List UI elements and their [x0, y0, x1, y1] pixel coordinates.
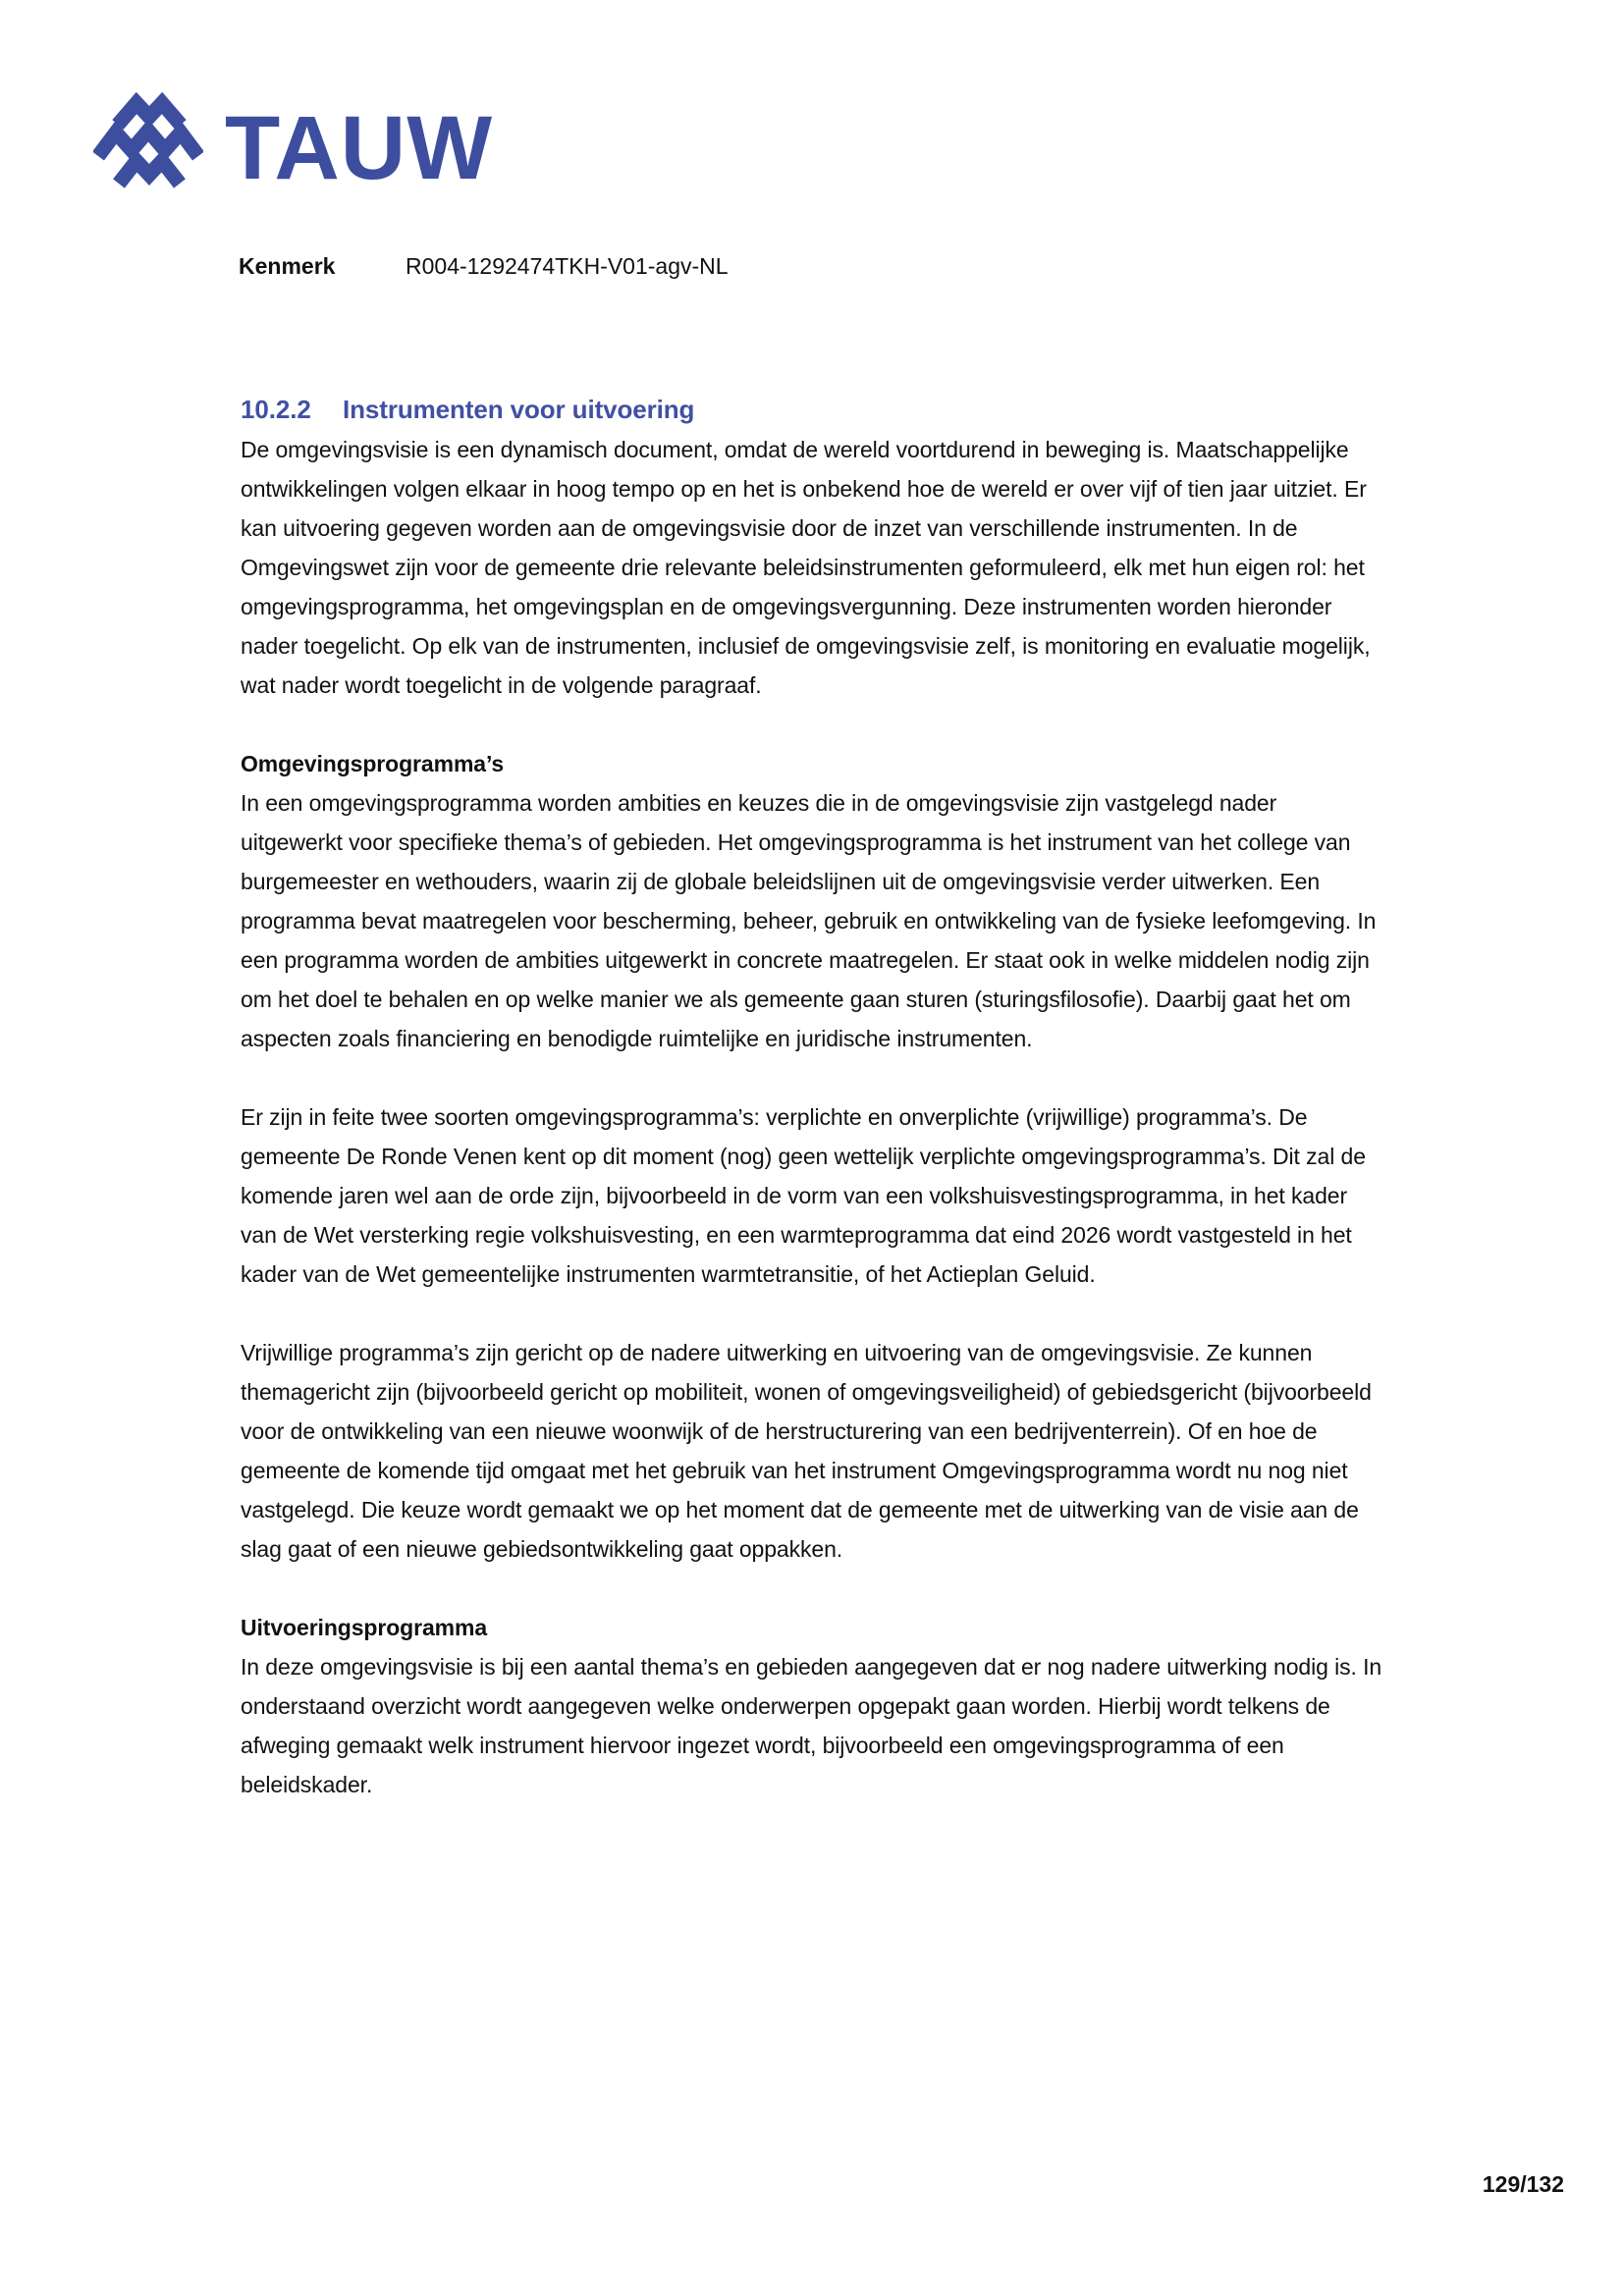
tauw-wordmark: TAUW [225, 98, 494, 198]
document-reference-row [239, 251, 729, 281]
document-body [241, 389, 1384, 1843]
page-number: 129/132 [1482, 2171, 1564, 2197]
kenmerk-value: R004-1292474TKH-V01-agv-NL [406, 253, 729, 279]
paragraph-omgevingsprogramma-1: In een omgevingsprogramma worden ambities en keuzes die in de omgevingsvisie zijn vastgelegd nader uitgewerkt voor specifieke thema’s of gebieden. Het omgevingsprogramma is het instrument van het college van burgemeester en wethouders, waarin zij de globale beleidslijnen uit de omgevingsvisie verder uitwerken. Een programma bevat maatregelen voor bescherming, beheer, gebruik en ontwikkeling van de fysieke leefomgeving. In een programma worden de ambities uitgewerkt in concrete maatregelen. Er staat ook in welke middelen nodig zijn om het doel te behalen en op welke manier we als gemeente gaan sturen (sturingsfilosofie). Daarbij gaat het om aspecten zoals financiering en benodigde ruimtelijke en juridische instrumenten. [241, 790, 1377, 1051]
paragraph-omgevingsprogramma-2: Er zijn in feite twee soorten omgevingsprogramma’s: verplichte en onverplichte (vrijwillige) programma’s. De gemeente De Ronde Venen kent op dit moment (nog) geen wettelijk verplichte omgevingsprogramma’s. Dit zal de komende jaren wel aan de orde zijn, bijvoorbeeld in de vorm van een volkshuisvestingsprogramma, in het kader van de Wet versterking regie volkshuisvesting, en een warmteprogramma dat eind 2026 wordt vastgesteld in het kader van de Wet gemeentelijke instrumenten warmtetransitie, of het Actieplan Geluid. [241, 1104, 1366, 1287]
paragraph-omgevingsprogramma-3: Vrijwillige programma’s zijn gericht op de nadere uitwerking en uitvoering van de omgevingsvisie. Ze kunnen themagericht zijn (bijvoorbeeld gericht op mobiliteit, wonen of omgevingsveiligheid) of gebiedsgericht (bijvoorbeeld voor de ontwikkeling van een nieuwe woonwijk of de herstructurering van een bedrijventerrein). Of en hoe de gemeente de komende tijd omgaat met het gebruik van het instrument Omgevingsprogramma wordt nu nog niet vastgelegd. Die keuze wordt gemaakt we op het moment dat de gemeente met de uitwerking van de visie aan de slag gaat of een nieuwe gebiedsontwikkeling gaat oppakken. [241, 1340, 1372, 1562]
section-number: 10.2.2 [241, 395, 311, 424]
subheading-uitvoeringsprogramma: Uitvoeringsprogramma [241, 1615, 488, 1640]
section-heading [241, 389, 1384, 430]
section-title: Instrumenten voor uitvoering [343, 395, 695, 424]
tauw-waves-icon [93, 84, 203, 192]
paragraph-uitvoeringsprogramma: In deze omgevingsvisie is bij een aantal thema’s en gebieden aangegeven dat er nog nadere uitwerking nodig is. In onderstaand overzicht wordt aangegeven welke onderwerpen opgepakt gaan worden. Hierbij wordt telkens de afweging gemaakt welk instrument hiervoor ingezet wordt, bijvoorbeeld een omgevingsprogramma of een beleidskader. [241, 1654, 1382, 1797]
kenmerk-label: Kenmerk [239, 253, 336, 279]
paragraph-intro: De omgevingsvisie is een dynamisch document, omdat de wereld voortdurend in beweging is. Maatschappelijke ontwikkelingen volgen elkaar in hoog tempo op en het is onbekend hoe de wereld er over vijf of tien jaar uitziet. Er kan uitvoering gegeven worden aan de omgevingsvisie door de inzet van verschillende instrumenten. In de Omgevingswet zijn voor de gemeente drie relevante beleidsinstrumenten geformuleerd, elk met hun eigen rol: het omgevingsprogramma, het omgevingsplan en de omgevingsvergunning. Deze instrumenten worden hieronder nader toegelicht. Op elk van de instrumenten, inclusief de omgevingsvisie zelf, is monitoring en evaluatie mogelijk, wat nader wordt toegelicht in de volgende paragraaf. [241, 437, 1371, 698]
subheading-omgevingsprogrammas: Omgevingsprogramma’s [241, 751, 505, 776]
tauw-logo [93, 84, 493, 202]
